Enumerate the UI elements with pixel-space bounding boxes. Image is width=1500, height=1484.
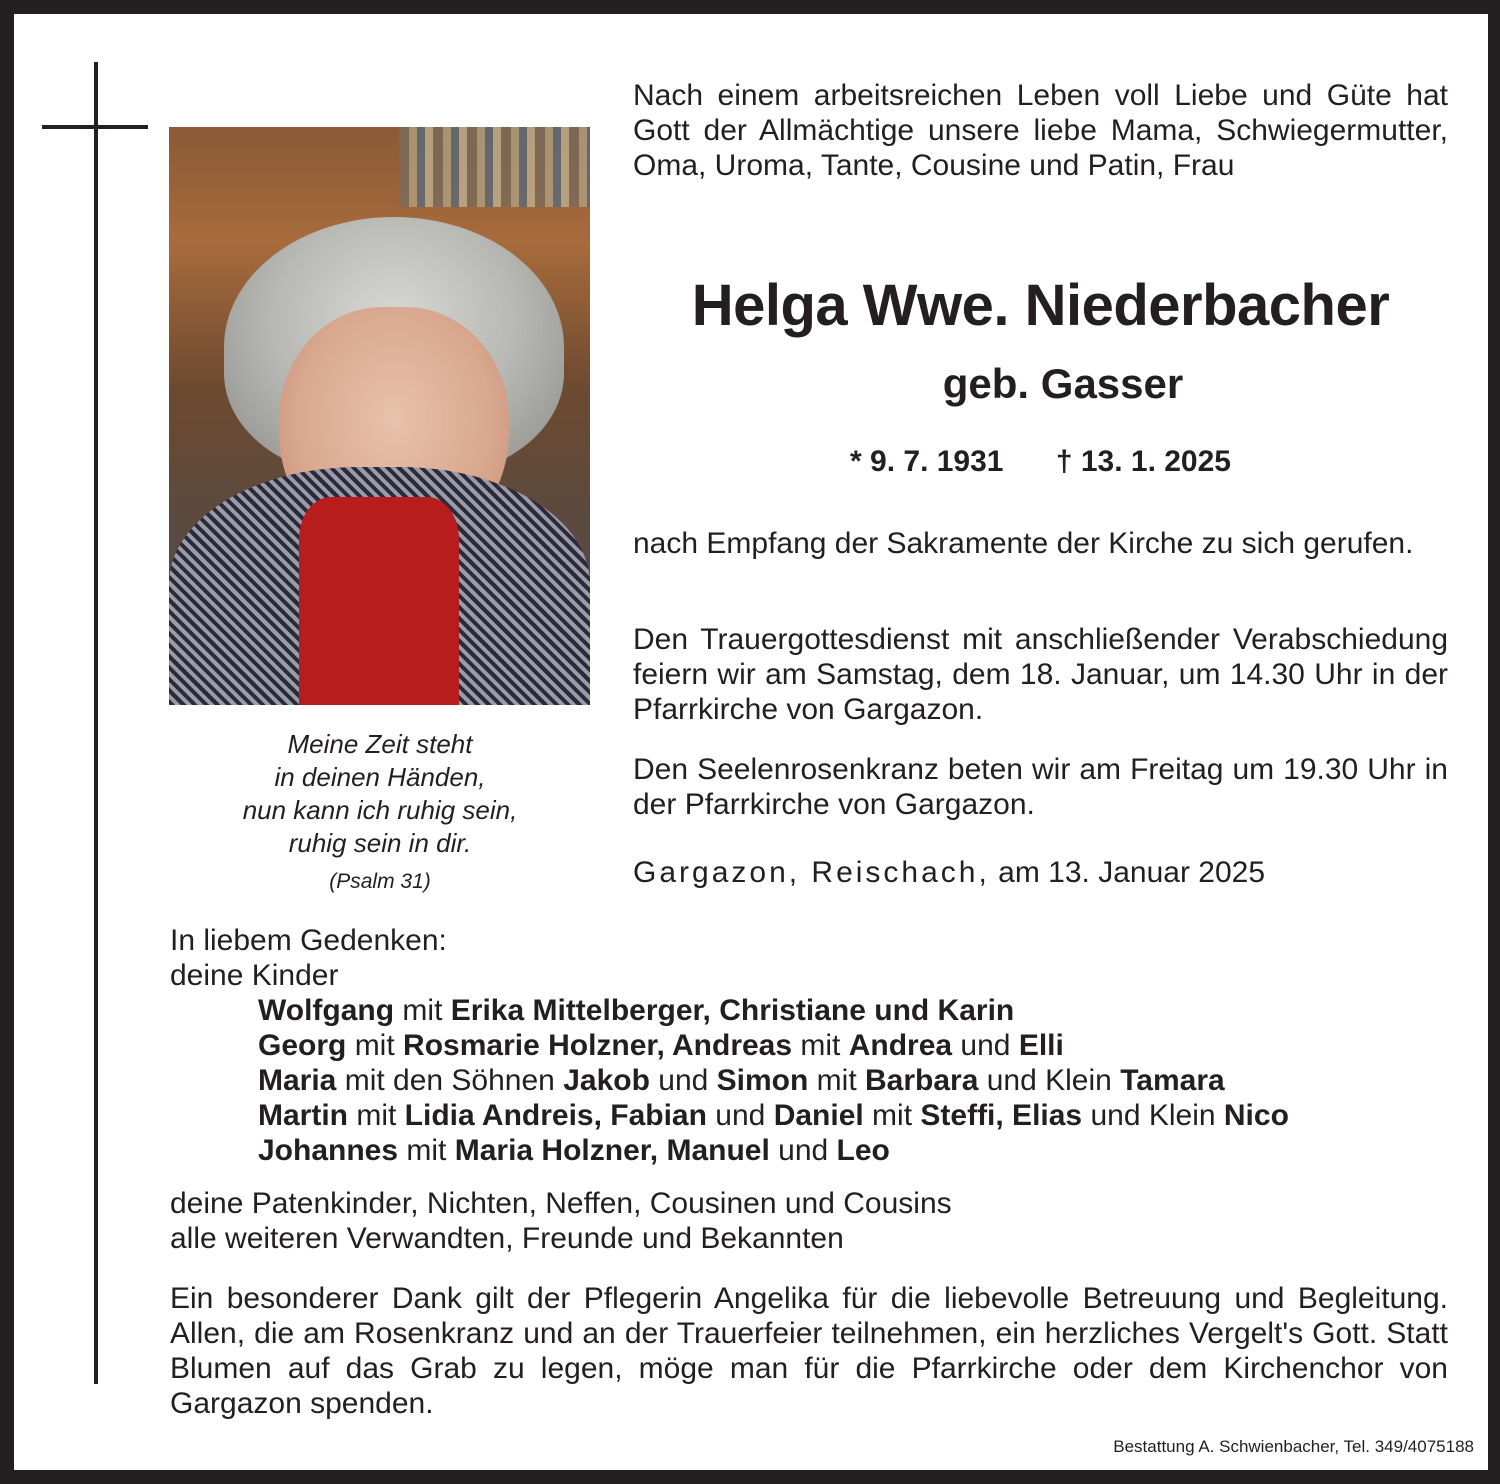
family-line: Johannes mit Maria Holzner, Manuel und Leo (258, 1134, 890, 1167)
funeral-service-text: Den Trauergottesdienst mit anschließender Verabschiedung feiern wir am Samstag, dem 18. Januar, um 14.30 Uhr in der Pfarrkirche von Gargazon. (633, 623, 1448, 726)
portrait-photo (169, 127, 590, 705)
friends-relatives: alle weiteren Verwandten, Freunde und Bekannten (170, 1222, 844, 1255)
funeral-home-footer: Bestattung A. Schwienbacher, Tel. 349/4075188 (1113, 1437, 1474, 1456)
family-line: Maria mit den Söhnen Jakob und Simon mit Barbara und Klein Tamara (258, 1064, 1225, 1097)
psalm-source: (Psalm 31) (329, 870, 431, 893)
intro-text: Nach einem arbeitsreichen Leben voll Liebe und Güte hat Gott der Allmächtige unsere liebe Mama, Schwiegermutter, Oma, Uroma, Tante, Cousine und Patin, Frau (633, 79, 1448, 182)
death-date: † 13. 1. 2025 (1055, 445, 1231, 478)
life-dates (633, 445, 1448, 479)
family-line: Wolfgang mit Erika Mittelberger, Christiane und Karin (258, 994, 1015, 1027)
rosary-text: Den Seelenrosenkranz beten wir am Freitag um 19.30 Uhr in der Pfarrkirche von Gargazon. (633, 753, 1448, 821)
place-and-date: Gargazon, Reischach, am 13. Januar 2025 (633, 856, 1266, 889)
sacraments-text: nach Empfang der Sakramente der Kirche zu sich gerufen. (633, 527, 1414, 560)
psalm-quote: Meine Zeit steht in deinen Händen, nun kann ich ruhig sein, ruhig sein in dir. (242, 729, 518, 858)
mourners-heading: In liebem Gedenken: (170, 924, 447, 957)
family-line: Martin mit Lidia Andreis, Fabian und Daniel mit Steffi, Elias und Klein Nico (258, 1099, 1289, 1132)
family-list (258, 993, 1289, 1168)
children-label: deine Kinder (170, 959, 339, 992)
deceased-name: Helga Wwe. Niederbacher (691, 273, 1390, 338)
other-relatives: deine Patenkinder, Nichten, Neffen, Cousinen und Cousins (170, 1187, 952, 1220)
cross-icon (94, 62, 98, 1384)
birth-date: * 9. 7. 1931 (850, 445, 1004, 478)
cross-icon-bar (42, 125, 148, 129)
maiden-name: geb. Gasser (942, 360, 1184, 407)
thanks-text: Ein besonderer Dank gilt der Pflegerin Angelika für die liebevolle Betreuung und Begleitung. Allen, die am Rosenkranz und an der Trauerfeier teilnehmen, ein herzliches Vergelt's Gott. Statt Blumen auf das Grab zu legen, möge man für die Pfarrkirche oder dem Kirchenchor von Gargazon spenden. (170, 1282, 1448, 1420)
family-line: Georg mit Rosmarie Holzner, Andreas mit Andrea und Elli (258, 1029, 1064, 1062)
